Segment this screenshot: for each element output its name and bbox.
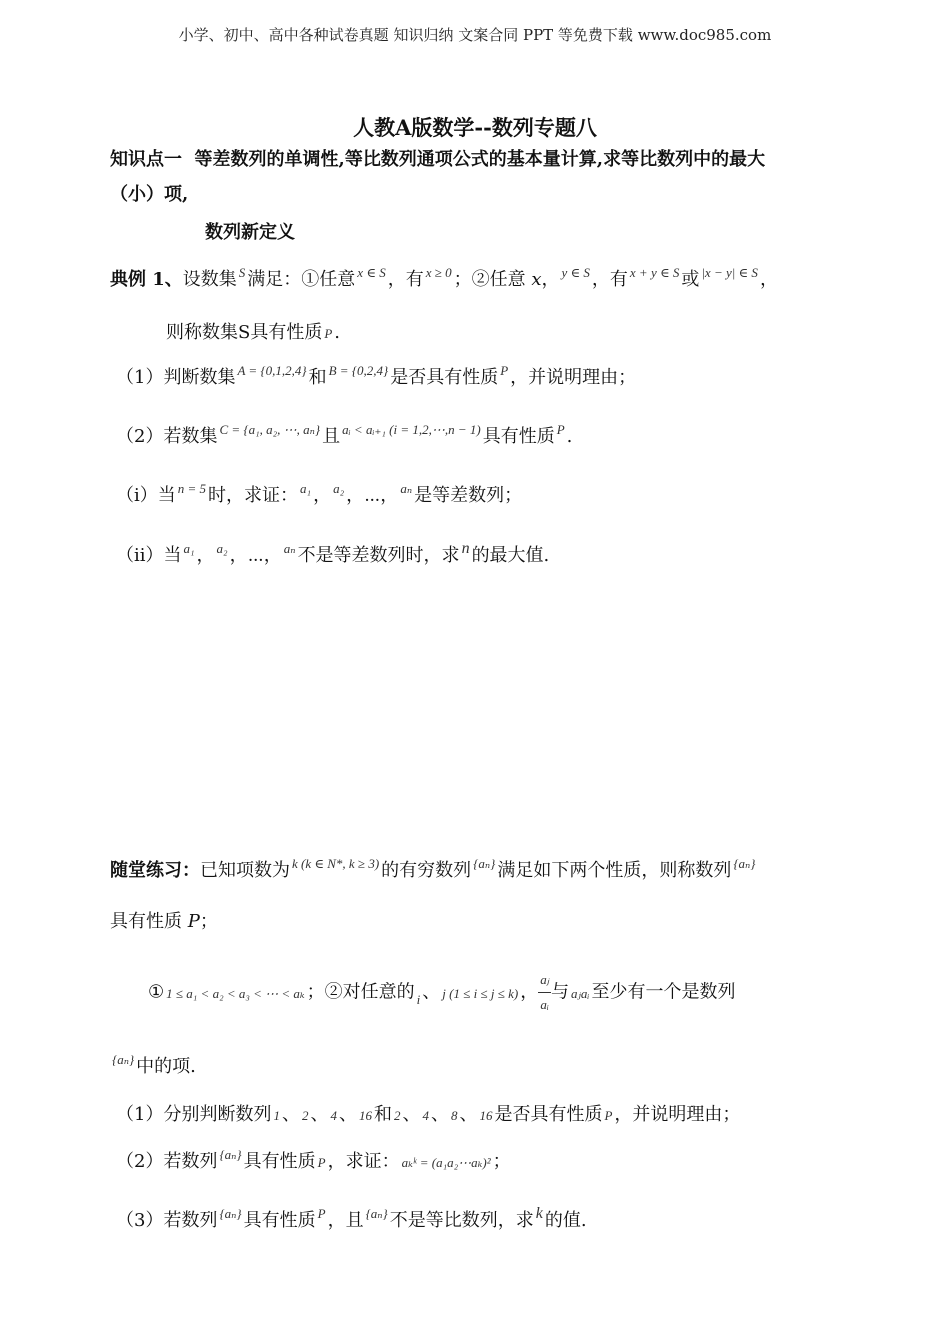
- math-4: 4: [422, 1108, 429, 1123]
- example1-line-2: [166, 321, 340, 346]
- text: 满足如下两个性质，则称数列: [497, 860, 732, 881]
- text: 至少有一个是数列: [591, 981, 736, 1003]
- math-P: P: [187, 911, 200, 932]
- text: ；: [199, 911, 218, 932]
- text: ，: [541, 269, 560, 290]
- fraction-denominator: aᵢ: [540, 997, 549, 1012]
- math-an-seq: {aₙ}: [365, 1206, 388, 1221]
- text: 、: [459, 1104, 478, 1125]
- math-an: aₙ: [283, 541, 296, 556]
- math-n: n: [461, 540, 470, 557]
- text: ⋯，: [247, 545, 282, 566]
- practice-line-4: [110, 1052, 196, 1080]
- text: 和: [373, 1104, 392, 1125]
- text: ，: [346, 485, 365, 506]
- knowledge-text-1: 等差数列的单调性,等比数列通项公式的基本量计算,求等比数列中的最大: [194, 149, 766, 170]
- text: 是否具有性质: [494, 1104, 603, 1125]
- text: ，且: [327, 1210, 364, 1231]
- text: 的最大值.: [471, 545, 550, 566]
- math-identity: aₖᵏ = (a₁a₂⋯aₖ)²: [401, 1155, 491, 1170]
- math-a1: a₁: [183, 541, 195, 556]
- math-4: 4: [330, 1108, 337, 1123]
- math-16: 16: [479, 1108, 493, 1123]
- text: ，: [313, 485, 332, 506]
- text: 、: [310, 1104, 329, 1125]
- practice-line-1: [110, 856, 758, 884]
- text: 的有穷数列: [381, 860, 472, 881]
- math-x-in-S: x ∈ S: [357, 265, 386, 280]
- text: ，有: [387, 269, 424, 290]
- practice-line-3: [148, 968, 736, 1017]
- text: 具有性质: [110, 911, 188, 932]
- text: 具有性质: [482, 426, 555, 447]
- knowledge-line-2: （小）项,: [110, 184, 189, 205]
- example1-label: 典例 1、: [110, 269, 183, 290]
- text: .: [334, 322, 341, 343]
- text: ，求证：: [327, 1151, 400, 1172]
- math-P: P: [324, 326, 333, 341]
- text: 中的项.: [136, 1056, 196, 1077]
- math-1: 1: [273, 1108, 280, 1123]
- example1-qi: [116, 481, 523, 509]
- text: 满足：①任意: [247, 269, 356, 290]
- text: 是等差数列；: [414, 485, 523, 506]
- math-an-seq: {aₙ}: [219, 1147, 242, 1162]
- example1-line-1: [110, 265, 778, 293]
- page-title: 人教A版数学--数列专题八: [353, 115, 597, 140]
- text: ，: [196, 545, 215, 566]
- text: （2）若数集: [116, 426, 218, 447]
- math-P: P: [604, 1108, 613, 1123]
- text: （ii）当: [116, 545, 182, 566]
- math-set-B: B = {0,2,4}: [328, 363, 389, 378]
- text: 已知项数为: [200, 860, 290, 881]
- text: 不是等差数列时，求: [297, 545, 460, 566]
- math-2: 2: [301, 1108, 309, 1123]
- text: ，: [759, 269, 778, 290]
- text: ①: [148, 981, 165, 1003]
- text: 与: [551, 981, 569, 1003]
- text: ⋯，: [364, 485, 399, 506]
- math-x: x: [531, 269, 542, 290]
- text: 时，求证：: [208, 485, 299, 506]
- math-an: aₙ: [400, 481, 413, 496]
- math-inequality-chain: 1 ≤ a₁ < a₂ < a₃ < ⋯ < aₖ: [166, 985, 305, 1001]
- text: ，有: [591, 269, 628, 290]
- practice-q2: [116, 1147, 511, 1175]
- math-n-eq-5: n = 5: [177, 481, 207, 496]
- text: （3）若数列: [116, 1210, 218, 1231]
- page-header: 小学、初中、高中各种试卷真题 知识归纳 文案合同 PPT 等免费下载 www.doc985.com: [178, 26, 772, 44]
- text: （1）判断数集: [116, 367, 236, 388]
- math-an-seq: {aₙ}: [733, 856, 756, 871]
- math-a2: a₂: [216, 541, 228, 556]
- math-8: 8: [450, 1108, 458, 1123]
- fraction-aj-over-ai: [538, 968, 551, 1017]
- math-y-in-S: y ∈ S: [561, 265, 590, 280]
- example1-q1: [116, 363, 637, 391]
- text: ，并说明理由；: [614, 1104, 741, 1125]
- text: 、: [422, 981, 441, 1003]
- practice-line-2: [110, 910, 218, 934]
- math-aj-ai: aⱼaᵢ: [571, 985, 590, 1001]
- text: 、: [338, 1104, 357, 1125]
- text: ，并说明理由；: [510, 367, 637, 388]
- text: 、: [402, 1104, 421, 1125]
- practice-q3: [116, 1205, 587, 1234]
- math-x-plus-y: x + y ∈ S: [629, 265, 680, 280]
- text: ，: [520, 981, 539, 1003]
- fraction-numerator: aⱼ: [538, 968, 551, 993]
- text: 、: [281, 1104, 300, 1125]
- example1-q2: [116, 422, 573, 450]
- text: 且: [322, 426, 341, 447]
- math-a2: a₂: [333, 481, 345, 496]
- math-j-range: j (1 ≤ i ≤ j ≤ k): [442, 985, 519, 1001]
- text: 、: [430, 1104, 449, 1125]
- practice-q1: [116, 1103, 740, 1128]
- math-abs-x-minus-y: |x − y| ∈ S: [701, 265, 758, 280]
- text: （1）分别判断数列: [116, 1104, 272, 1125]
- math-x-ge-0: x ≥ 0: [425, 265, 452, 280]
- knowledge-label: 知识点一: [110, 149, 182, 170]
- text: 设数集: [182, 269, 237, 290]
- math-a1: a₁: [300, 481, 312, 496]
- text: 不是等比数列，求: [389, 1210, 534, 1231]
- text: ；②任意: [453, 269, 532, 290]
- text: 和: [308, 367, 327, 388]
- knowledge-line-3: 数列新定义: [205, 222, 295, 243]
- math-2: 2: [393, 1108, 401, 1123]
- math-an-seq: {aₙ}: [473, 856, 496, 871]
- math-increasing: aᵢ < aᵢ₊₁ (i = 1,2,⋯,n − 1): [342, 422, 481, 437]
- knowledge-line-1: [110, 148, 765, 172]
- math-set-C: C = {a₁, a₂, ⋯, aₙ}: [219, 422, 321, 437]
- math-set-A: A = {0,1,2,4}: [237, 363, 307, 378]
- text: 具有性质: [243, 1151, 316, 1172]
- text: 则称数集S具有性质: [166, 322, 323, 343]
- math-P: P: [317, 1206, 326, 1221]
- example1-qii: [116, 540, 550, 569]
- math-an-seq: {aₙ}: [219, 1206, 242, 1221]
- text: （2）若数列: [116, 1151, 218, 1172]
- math-an-seq: {aₙ}: [112, 1052, 135, 1067]
- text: ，: [229, 545, 248, 566]
- math-S: S: [238, 265, 246, 280]
- math-k-range: k (k ∈ N*, k ≥ 3): [292, 856, 380, 871]
- practice-label: 随堂练习：: [110, 860, 200, 881]
- text: 具有性质: [243, 1210, 316, 1231]
- math-P: P: [317, 1155, 326, 1170]
- math-P: P: [500, 363, 509, 378]
- text: ；: [492, 1151, 511, 1172]
- math-P: P: [556, 422, 565, 437]
- text: 的值.: [544, 1210, 587, 1231]
- math-16: 16: [358, 1108, 372, 1123]
- math-k: k: [535, 1205, 543, 1222]
- text: ；②对任意的: [306, 981, 415, 1003]
- text: （i）当: [116, 485, 176, 506]
- math-i: i: [416, 991, 421, 1007]
- text: .: [566, 426, 573, 447]
- text: 是否具有性质: [390, 367, 499, 388]
- text: 或: [681, 269, 700, 290]
